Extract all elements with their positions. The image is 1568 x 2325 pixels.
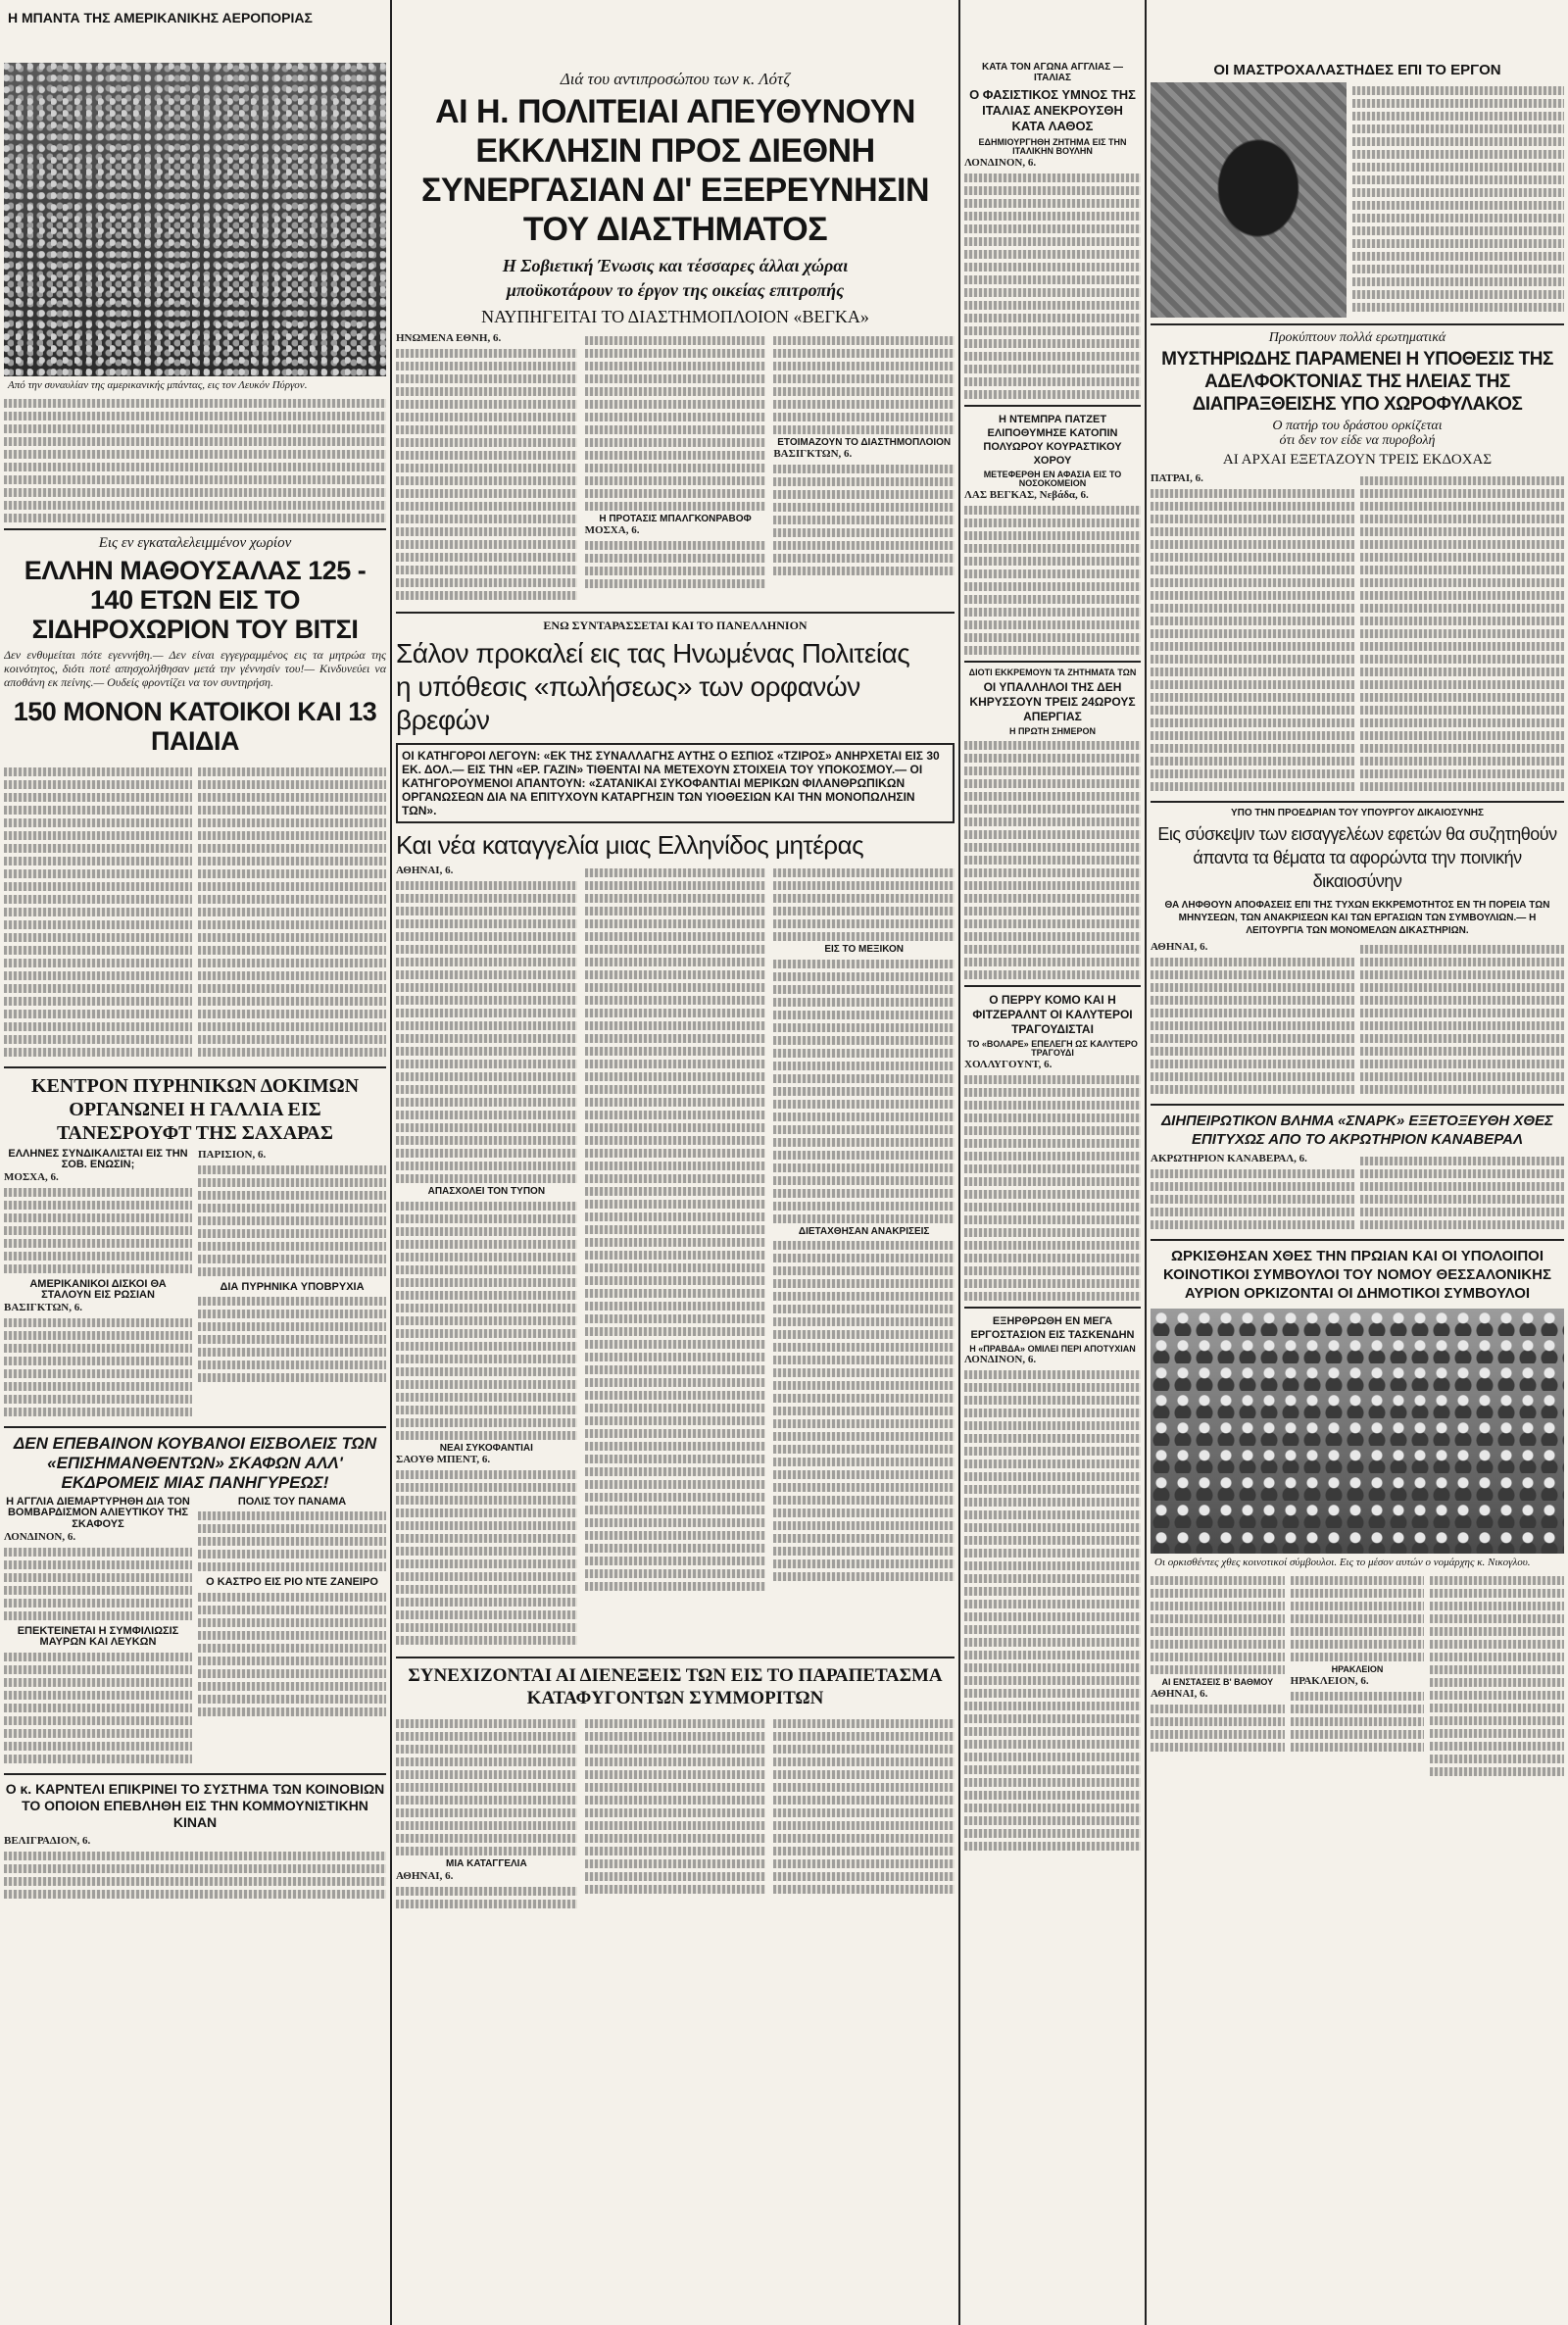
- subhead-submarines: ΔΙΑ ΠΥΡΗΝΙΚΑ ΥΠΟΒΡΥΧΙΑ: [220, 1280, 365, 1293]
- dateline: ΛΟΝΔΙΝΟΝ, 6.: [964, 156, 1037, 169]
- column-rule: [1145, 0, 1147, 2325]
- subhead-volare: ΤΟ «ΒΟΛΑΡΕ» ΕΠΕΛΕΓΗ ΩΣ ΚΑΛΥΤΕΡΟ ΤΡΑΓΟΥΔΙ: [967, 1038, 1138, 1059]
- subhead-england-protest: Η ΑΓΓΛΙΑ ΔΙΕΜΑΡΤΥΡΗΘΗ ΔΙΑ ΤΟΝ ΒΟΜΒΑΡΔΙΣΜΟΝ ΑΛΙΕΥΤΙΚΟΥ ΤΗΣ ΣΚΑΦΟΥΣ: [6, 1495, 190, 1531]
- dateline: ΑΚΡΩΤΗΡΙΟΝ ΚΑΝΑΒΕΡΑΛ, 6.: [1151, 1153, 1307, 1165]
- headline-orphans: η υπόθεσις «πωλήσεως» των ορφανών βρεφών: [396, 671, 860, 736]
- intro-text: Δεν ενθυμείται πότε εγεννήθη.— Δεν είναι εγγεγραμμένος εις τα μητρώα της κοινότητος, διότι ποτέ απησχολήθησαν μετά την γέννησίν του!— Κινδυνεύει να αποθάνη εκ πείνης.— Ουδείς φροντίζει να τον συντηρήση.: [4, 647, 386, 689]
- councillors-caption: Οι ορκισθέντες χθες κοινοτικοί σύμβουλοι. Εις το μέσον αυτών ο νομάρχης κ. Νικογλου.: [1154, 1557, 1531, 1569]
- subhead-vega: ΝΑΥΠΗΓΕΙΤΑΙ ΤΟ ΔΙΑΣΤΗΜΟΠΛΟΙΟΝ «ΒΕΓΚΑ»: [481, 306, 869, 326]
- subhead-soviet: Η Σοβιετική Ένωσις και τέσσαρες άλλαι χώραι: [502, 255, 849, 275]
- dateline: ΜΟΣΧΑ, 6.: [584, 524, 640, 537]
- subhead-hospital: ΜΕΤΕΦΕΡΘΗ ΕΝ ΑΦΑΣΙΑ ΕΙΣ ΤΟ ΝΟΣΟΚΟΜΕΙΟΝ: [983, 469, 1122, 489]
- dateline: ΑΘΗΝΑΙ, 6.: [396, 1869, 454, 1882]
- column-4: [1151, 0, 1564, 2325]
- subhead-panama: ΠΟΛΙΣ ΤΟΥ ΠΑΝΑΜΑ: [237, 1495, 347, 1508]
- band-photo: [4, 10, 386, 376]
- inline-head: ΑΠΑΣΧΟΛΕΙ ΤΟΝ ΤΥΠΟΝ: [427, 1186, 546, 1198]
- dateline: ΠΑΡΙΣΙΟΝ, 6.: [198, 1148, 267, 1161]
- kicker-questions: Προκύπτουν πολλά ερωτηματικά: [1268, 329, 1446, 345]
- headline-mathousalas: ΕΛΛΗΝ ΜΑΘΟΥΣΑΛΑΣ 125 - 140 ΕΤΩΝ ΕΙΣ ΤΟ ΣΙΔΗΡΟΧΩΡΙΟΝ ΤΟΥ ΒΙΤΣΙ: [24, 555, 367, 644]
- headline-150-residents: 150 ΜΟΝΟΝ ΚΑΤΟΙΚΟΙ ΚΑΙ 13 ΠΑΙΔΙΑ: [13, 696, 377, 756]
- kicker-anthem: ΚΑΤΑ ΤΟΝ ΑΓΩΝΑ ΑΓΓΛΙΑΣ — ΙΤΑΛΙΑΣ: [981, 62, 1124, 83]
- dateline: ΑΘΗΝΑΙ, 6.: [1151, 941, 1208, 954]
- dateline: ΒΑΣΙΓΚΤΩΝ, 6.: [773, 448, 853, 461]
- headline-snark-missile: ΔΙΗΠΕΙΡΩΤΙΚΟΝ ΒΛΗΜΑ «ΣΝΑΡΚ» ΕΞΕΤΟΞΕΥΘΗ ΧΘΕΣ ΕΠΙΤΥΧΩΣ ΑΠΟ ΤΟ ΑΚΡΩΤΗΡΙΟΝ ΚΑΝΑΒΕΡΑΛ: [1161, 1113, 1553, 1149]
- section-kicker: Εις εν εγκαταλελειμμένον χωρίον: [98, 535, 292, 551]
- column-1: [4, 0, 386, 2325]
- kicker-minister: ΥΠΟ ΤΗΝ ΠΡΟΕΔΡΙΑΝ ΤΟΥ ΥΠΟΥΡΓΟΥ ΔΙΚΑΙΟΣΥΝΗΣ: [1230, 807, 1485, 818]
- column-3: [964, 0, 1141, 2325]
- dateline: ΑΘΗΝΑΙ, 6.: [396, 865, 454, 877]
- dateline: ΛΟΝΔΙΝΟΝ, 6.: [4, 1530, 76, 1543]
- inline-head: ΝΕΑΙ ΣΥΚΟΦΑΝΤΙΑΙ: [439, 1442, 533, 1454]
- main-headline-space: ΑΙ Η. ΠΟΛΙΤΕΙΑΙ ΑΠΕΥΘΥΝΟΥΝ ΕΚΚΛΗΣΙΝ ΠΡΟΣ ΔΙΕΘΝΗ ΣΥΝΕΡΓΑΣΙΑΝ ΔΙ' ΕΞΕΡΕΥΝΗΣΙΝ ΤΟΥ ΔΙΑΣΤΗΜΑΤΟΣ: [420, 92, 930, 248]
- subhead-decisions: ΘΑ ΛΗΦΘΟΥΝ ΑΠΟΦΑΣΕΙΣ ΕΠΙ ΤΗΣ ΤΥΧΩΝ ΕΚΚΡΕΜΟΤΗΤΟΣ ΕΝ ΤΗ ΠΟΡΕΙΑ ΤΩΝ ΜΗΝΥΣΕΩΝ, ΤΩΝ ΑΝΑΚΡΙΣΕΩΝ ΚΑΙ ΤΩΝ ΕΡΓΑΣΙΩΝ ΤΩΝ ΣΥΜΒΟΥΛΙΩΝ.— Η ΛΕΙΤΟΥΡΓΙΑ ΤΩΝ ΜΟΝΟΜΕΛΩΝ ΔΙΚΑΣΤΗΡΙΩΝ.: [1164, 900, 1550, 937]
- headline-uproar: Σάλον προκαλεί εις τας Ηνωμένας Πολιτείας: [396, 638, 910, 669]
- accusations-box: ΟΙ ΚΑΤΗΓΟΡΟΙ ΛΕΓΟΥΝ: «ΕΚ ΤΗΣ ΣΥΝΑΛΛΑΓΗΣ ΑΥΤΗΣ Ο ΕΣΠΙΟΣ «ΤΖΙΡΟΣ» ΑΝΗΡΧΕΤΑΙ ΕΙΣ 30 ΕΚ. ΔΟΛ.— ΕΙΣ ΤΗΝ «ΕΡ. ΓΑΖΙΝ» ΤΙΘΕΝΤΑΙ ΝΑ ΜΕΤΕΧΟΥΝ ΣΤΟΙΧΕΙΑ ΤΟΥ ΥΠΟΚΟΣΜΟΥ.— ΟΙ ΚΑΤΗΓΟΡΟΥΜΕΝΟΙ ΑΠΑΝΤΟΥΝ: «ΣΑΤΑΝΙΚΑΙ ΣΥΚΟΦΑΝΤΙΑΙ ΜΕΡΙΚΩΝ ΦΙΛΑΝΘΡΩΠΙΚΩΝ ΟΡΓΑΝΩΣΕΩΝ ΔΙΑ ΝΑ ΕΠΙΤΥΧΟΥΝ ΚΑΤΑΡΓΗΣΙΝ ΤΩΝ ΥΙΟΘΕΣΙΩΝ ΚΑΙ ΤΗΝ ΜΟΝΟΠΩΛΗΣΙΝ ΤΩΝ».: [396, 743, 955, 823]
- subhead-father: Ο πατήρ του δράστου ορκίζεται: [1272, 419, 1443, 434]
- subhead-not-seen: ότι δεν τον είδε να πυροβολή: [1279, 433, 1436, 449]
- inline-head: ΔΙΕΤΑΧΘΗΣΑΝ ΑΝΑΚΡΙΣΕΙΣ: [798, 1225, 930, 1237]
- subhead-castro: Ο ΚΑΣΤΡΟ ΕΙΣ ΡΙΟ ΝΤΕ ΖΑΝΕΙΡΟ: [206, 1576, 378, 1589]
- headline-councillors: ΩΡΚΙΣΘΗΣΑΝ ΧΘΕΣ ΤΗΝ ΠΡΩΙΑΝ ΚΑΙ ΟΙ ΥΠΟΛΟΙΠΟΙ ΚΟΙΝΟΤΙΚΟΙ ΣΥΜΒΟΥΛΟΙ ΤΟΥ ΝΟΜΟΥ ΘΕΣΣΑΛΟΝΙΚΗΣ ΑΥΡΙΟΝ ΟΡΚΙΖΟΝΤΑΙ ΟΙ ΔΗΜΟΤΙΚΟΙ ΣΥΜΒΟΥΛΟΙ: [1163, 1248, 1551, 1303]
- subhead-three-versions: ΑΙ ΑΡΧΑΙ ΕΞΕΤΑΖΟΥΝ ΤΡΕΙΣ ΕΚΔΟΧΑΣ: [1222, 451, 1493, 468]
- photo-title: Η ΜΠΑΝΤΑ ΤΗΣ ΑΜΕΡΙΚΑΝΙΚΗΣ ΑΕΡΟΠΟΡΙΑΣ: [4, 6, 386, 29]
- dateline: ΛΟΝΔΙΝΟΝ, 6.: [964, 1353, 1037, 1365]
- subhead-records: ΑΜΕΡΙΚΑΝΙΚΟΙ ΔΙΣΚΟΙ ΘΑ ΣΤΑΛΟΥΝ ΕΙΣ ΡΩΣΙΑΝ: [29, 1277, 167, 1302]
- dateline: ΗΡΑΚΛΕΙΟΝ, 6.: [1290, 1674, 1369, 1687]
- column-2: [396, 0, 955, 2325]
- dateline: ΑΘΗΝΑΙ, 6.: [1151, 1687, 1208, 1700]
- inline-head: ΑΙ ΕΝΣΤΑΣΕΙΣ Β' ΒΑΘΜΟΥ: [1161, 1677, 1274, 1688]
- photo-title-workers: ΟΙ ΜΑΣΤΡΟΧΑΛΑΣΤΗΔΕΣ ΕΠΙ ΤΟ ΕΡΓΟΝ: [1213, 62, 1501, 78]
- dateline: ΣΑΟΥΘ ΜΠΕΝΤ, 6.: [396, 1454, 491, 1466]
- headline-nuclear-center: ΚΕΝΤΡΟΝ ΠΥΡΗΝΙΚΩΝ ΔΟΚΙΜΩΝ ΟΡΓΑΝΩΝΕΙ Η ΓΑΛΛΙΑ ΕΙΣ ΤΑΝΕΣΡΟΥΦΤ ΤΗΣ ΣΑΧΑΡΑΣ: [30, 1074, 360, 1144]
- inline-head: ΕΤΟΙΜΑΖΟΥΝ ΤΟ ΔΙΑΣΤΗΜΟΠΛΟΙΟΝ: [777, 436, 952, 448]
- dateline: ΠΑΤΡΑΙ, 6.: [1151, 471, 1203, 484]
- headline-perry-como: Ο ΠΕΡΡΥ ΚΟΜΟ ΚΑΙ Η ΦΙΤΖΕΡΑΛΝΤ ΟΙ ΚΑΛΥΤΕΡΟΙ ΤΡΑΓΟΥΔΙΣΤΑΙ: [972, 992, 1133, 1036]
- subhead-italian-parliament: ΕΔΗΜΙΟΥΡΓΗΘΗ ΖΗΤΗΜΑ ΕΙΣ ΤΗΝ ΙΤΑΛΙΚΗΝ ΒΟΥΛΗΝ: [978, 137, 1127, 157]
- inline-head: ΜΙΑ ΚΑΤΑΓΓΕΛΙΑ: [446, 1858, 527, 1870]
- headline-greek-mother: Και νέα καταγγελία μιας Ελληνίδος μητέρας: [396, 830, 864, 861]
- headline-bandits: ΣΥΝΕΧΙΖΟΝΤΑΙ ΑΙ ΔΙΕΝΕΞΕΙΣ ΤΩΝ ΕΙΣ ΤΟ ΠΑΡΑΠΕΤΑΣΜΑ ΚΑΤΑΦΥΓΟΝΤΩΝ ΣΥΜΜΟΡΙΤΩΝ: [408, 1665, 943, 1709]
- dateline: ΗΝΩΜΕΝΑ ΕΘΝΗ, 6.: [396, 331, 502, 344]
- subhead-reconciliation: ΕΠΕΚΤΕΙΝΕΤΑΙ Η ΣΥΜΦΙΛΙΩΣΙΣ ΜΑΥΡΩΝ ΚΑΙ ΛΕΥΚΩΝ: [17, 1624, 179, 1649]
- photo-caption: Από την συναυλίαν της αμερικανικής μπάντας, εις τον Λευκόν Πύργον.: [8, 379, 308, 391]
- subhead-unionists: ΕΛΛΗΝΕΣ ΣΥΝΔΙΚΑΛΙΣΤΑΙ ΕΙΣ ΤΗΝ ΣΟΒ. ΕΝΩΣΙΝ;: [8, 1147, 188, 1171]
- dateline: ΛΑΣ ΒΕΓΚΑΣ, Νεβάδα, 6.: [964, 488, 1089, 501]
- inline-head: ΗΡΑΚΛΕΙΟΝ: [1331, 1664, 1384, 1675]
- councillors-photo: [1151, 1309, 1564, 1554]
- headline-kardelj: Ο κ. ΚΑΡΝΤΕΛΙ ΕΠΙΚΡΙΝΕΙ ΤΟ ΣΥΣΤΗΜΑ ΤΩΝ ΚΟΙΝΟΒΙΩΝ ΤΟ ΟΠΟΙΟΝ ΕΠΕΒΛΗΘΗ ΕΙΣ ΤΗΝ ΚΟΜΜΟΥΝΙΣΤΙΚΗΝ ΚΙΝΑΝ: [5, 1780, 385, 1830]
- subhead-boycott: μποϋκοτάρουν το έργον της οικείας επιτροπής: [506, 279, 845, 300]
- headline-dei-strike: ΟΙ ΥΠΑΛΛΗΛΟΙ ΤΗΣ ΔΕΗ ΚΗΡΥΣΣΟΥΝ ΤΡΕΙΣ 24ΩΡΟΥΣ ΑΠΕΡΓΙΑΣ: [969, 680, 1136, 724]
- subhead-first-today: Η ΠΡΩΤΗ ΣΗΜΕΡΟΝ: [1008, 726, 1097, 737]
- headline-prosecutors: Εις σύσκεψιν των εισαγγελέων εφετών θα συζητηθούν άπαντα τα θέματα τα αφορώντα την ποινικήν δικαιοσύνην: [1157, 824, 1557, 892]
- subhead-pending-issues: ΔΙΟΤΙ ΕΚΚΡΕΜΟΥΝ ΤΑ ΖΗΤΗΜΑΤΑ ΤΩΝ: [968, 667, 1137, 677]
- inline-head: ΕΙΣ ΤΟ ΜΕΞΙΚΟΝ: [824, 944, 905, 956]
- column-rule: [958, 0, 960, 2325]
- lodge-kicker: Διά του αντιπροσώπου των κ. Λότζ: [560, 70, 791, 88]
- subhead-pravda: Η «ΠΡΑΒΔΑ» ΟΜΙΛΕΙ ΠΕΡΙ ΑΠΟΤΥΧΙΑΝ: [969, 1343, 1136, 1354]
- headline-fratricide: ΜΥΣΤΗΡΙΩΔΗΣ ΠΑΡΑΜΕΝΕΙ Η ΥΠΟΘΕΣΙΣ ΤΗΣ ΑΔΕΛΦΟΚΤΟΝΙΑΣ ΤΗΣ ΗΛΕΙΑΣ ΤΗΣ ΔΙΑΠΡΑΞΘΕΙΣΗΣ ΥΠΟ ΧΩΡΟΦΥΛΑΚΟΣ: [1161, 349, 1553, 416]
- headline-tashkent: ΕΞΗΡΘΡΩΘΗ ΕΝ ΜΕΓΑ ΕΡΓΟΣΤΑΣΙΟΝ ΕΙΣ ΤΑΣΚΕΝΔΗΝ: [970, 1314, 1135, 1341]
- dateline: ΒΕΛΙΓΡΑΔΙΟΝ, 6.: [4, 1834, 91, 1847]
- dateline: ΜΟΣΧΑ, 6.: [4, 1170, 59, 1183]
- workers-photo: [1151, 82, 1347, 318]
- column-rule: [390, 0, 392, 2325]
- dateline: ΧΟΛΛΥΓΟΥΝΤ, 6.: [964, 1058, 1053, 1070]
- headline-cuban-boats: ΔΕΝ ΕΠΕΒΑΙΝΟΝ ΚΟΥΒΑΝΟΙ ΕΙΣΒΟΛΕΙΣ ΤΩΝ «ΕΠΙΣΗΜΑΝΘΕΝΤΩΝ» ΣΚΑΦΩΝ ΑΛΛ' ΕΚΔΡΟΜΕΙΣ ΜΙΑΣ ΠΑΝΗΓΥΡΕΩΣ!: [13, 1433, 377, 1492]
- inline-head: Η ΠΡΟΤΑΣΙΣ ΜΠΑΛΓΚΟΝΡΑΒΟΦ: [599, 513, 752, 524]
- second-kicker: ΕΝΩ ΣΥΝΤΑΡΑΣΣΕΤΑΙ ΚΑΙ ΤΟ ΠΑΝΕΛΛΗΝΙΟΝ: [543, 618, 808, 632]
- headline-fascist-anthem: Ο ΦΑΣΙΣΤΙΚΟΣ ΥΜΝΟΣ ΤΗΣ ΙΤΑΛΙΑΣ ΑΝΕΚΡΟΥΣΘΗ ΚΑΤΑ ΛΑΘΟΣ: [969, 87, 1136, 133]
- dateline: ΒΑΣΙΓΚΤΩΝ, 6.: [4, 1301, 82, 1313]
- headline-debra-paget: Η ΝΤΕΜΠΡΑ ΠΑΤΖΕΤ ΕΛΙΠΟΘΥΜΗΣΕ ΚΑΤΟΠΙΝ ΠΟΛΥΩΡΟΥ ΚΟΥΡΑΣΤΙΚΟΥ ΧΟΡΟΥ: [983, 413, 1122, 467]
